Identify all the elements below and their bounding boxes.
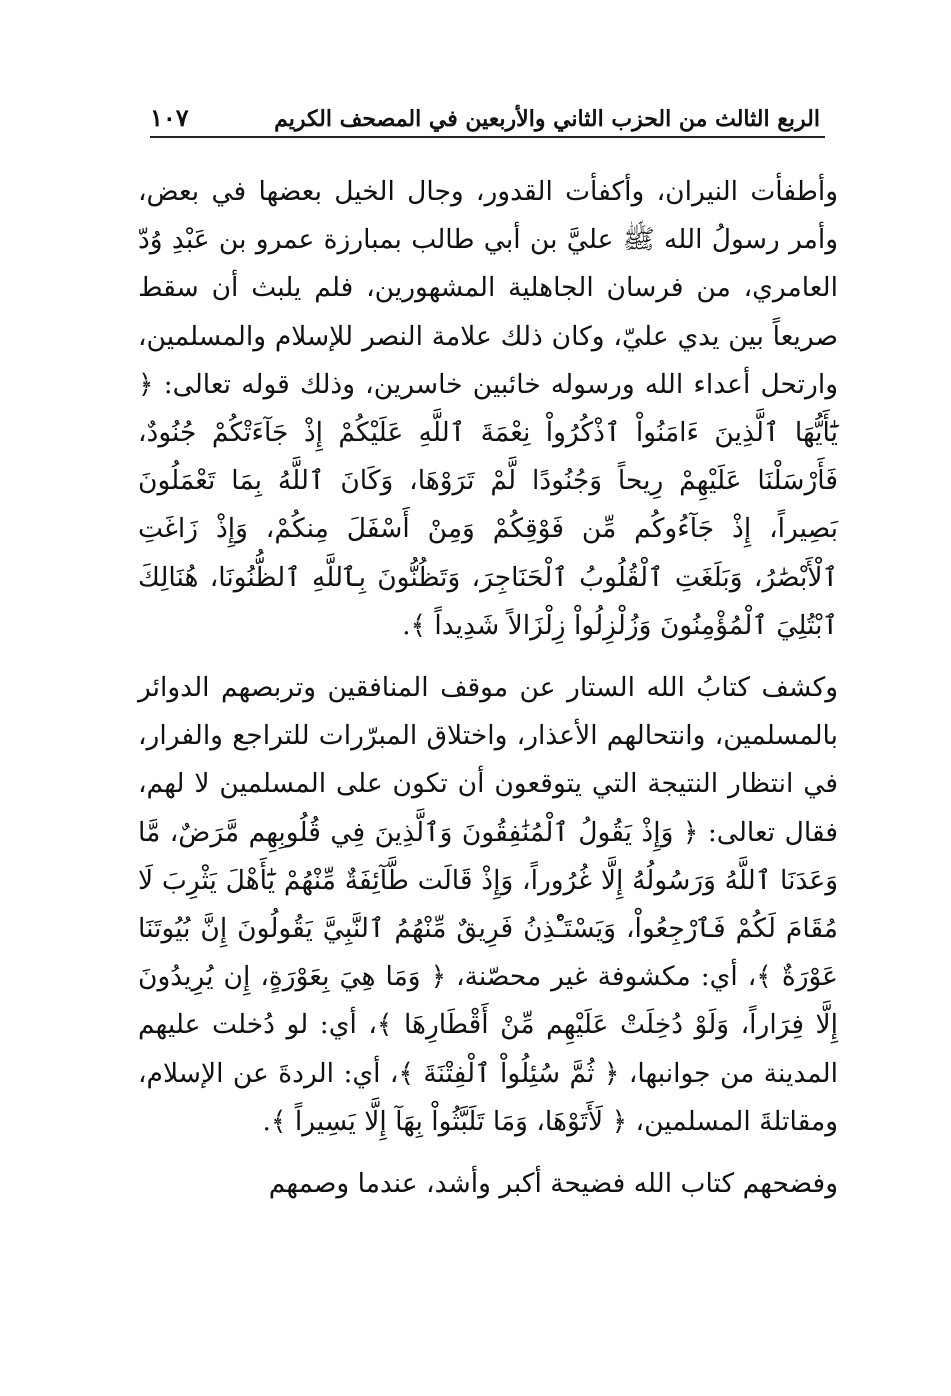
page-number: ١٠٧ [150,103,189,132]
paragraph-3: وفضحهم كتاب الله فضيحة أكبر وأشد، عندما وصمهم [268,1168,838,1200]
page-header [150,92,820,132]
header-rule [150,136,825,138]
body-text [138,168,838,1208]
paragraph-1: وأطفأت النيران، وأكفأت القدور، وجال الخيل بعضها في بعض، وأمر رسولُ الله ﷺ عليَّ بن أبي طالب بمبارزة عمرو بن عَبْدِ وُدّ العامري، من فرسان الجاهلية المشهورين، فلم يلبث أن سقط صريعاً بين يدي عليّ، وكان ذلك علامة النصر للإسلام والمسلمين، وارتحل أعداء الله ورسوله خائبين خاسرين، وذلك قوله تعالى: ﴿ يَٰٓأَيُّهَا ٱلَّذِينَ ءَامَنُواْ ٱذْكُرُواْ نِعْمَةَ ٱللَّهِ عَلَيْكُمْ إِذْ جَآءَتْكُمْ جُنُودٌ، فَأَرْسَلْنَا عَلَيْهِمْ رِيحاً وَجُنُودًا لَّمْ تَرَوْهَا، وَكَانَ ٱللَّهُ بِمَا تَعْمَلُونَ بَصِيراً، إِذْ جَآءُوكُم مِّن فَوْقِكُمْ وَمِنْ أَسْفَلَ مِنكُمْ، وَإِذْ زَاغَتِ ٱلْأَبْصَٰرُ، وَبَلَغَتِ ٱلْقُلُوبُ ٱلْحَنَاجِرَ، وَتَظُنُّونَ بِٱللَّهِ ٱلظُّنُونَا، هُنَالِكَ ٱبْتُلِيَ ٱلْمُؤْمِنُونَ وَزُلْزِلُواْ زِلْزَالاً شَدِيداً ﴾. [138,176,838,641]
paragraph-2: وكشف كتابُ الله الستار عن موقف المنافقين وتربصهم الدوائر بالمسلمين، وانتحالهم الأعذار، واختلاق المبرّرات للتراجع والفرار، في انتظار النتيجة التي يتوقعون أن تكون على المسلمين لا لهم، فقال تعالى: ﴿ وَإِذْ يَقُولُ ٱلْمُنَٰفِقُونَ وَٱلَّذِينَ فِي قُلُوبِهِم مَّرَضٌ، مَّا وَعَدَنَا ٱللَّهُ وَرَسُولُهُ إِلَّا غُرُوراً، وَإِذْ قَالَت طَّآئِفَةٌ مِّنْهُمْ يَٰٓأَهْلَ يَثْرِبَ لَا مُقَامَ لَكُمْ فَٱرْجِعُواْ، وَيَسْتَـْٔذِنُ فَرِيقٌ مِّنْهُمُ ٱلنَّبِيَّ يَقُولُونَ إِنَّ بُيُوتَنَا عَوْرَةٌ ﴾، أي: مكشوفة غير محصّنة، ﴿ وَمَا هِيَ بِعَوْرَةٍ، إِن يُرِيدُونَ إِلَّا فِرَاراً، وَلَوْ دُخِلَتْ عَلَيْهِم مِّنْ أَقْطَارِهَا ﴾، أي: لو دُخلت عليهم المدينة من جوانبها، ﴿ ثُمَّ سُئِلُواْ ٱلْفِتْنَةَ ﴾، أي: الردةَ عن الإسلام، ومقاتلةَ المسلمين، ﴿ لَأَتَوْهَا، وَمَا تَلَبَّثُواْ بِهَآ إِلَّا يَسِيراً ﴾. [138,672,838,1137]
running-title: الربع الثالث من الحزب الثاني والأربعين في المصحف الكريم [274,106,820,132]
